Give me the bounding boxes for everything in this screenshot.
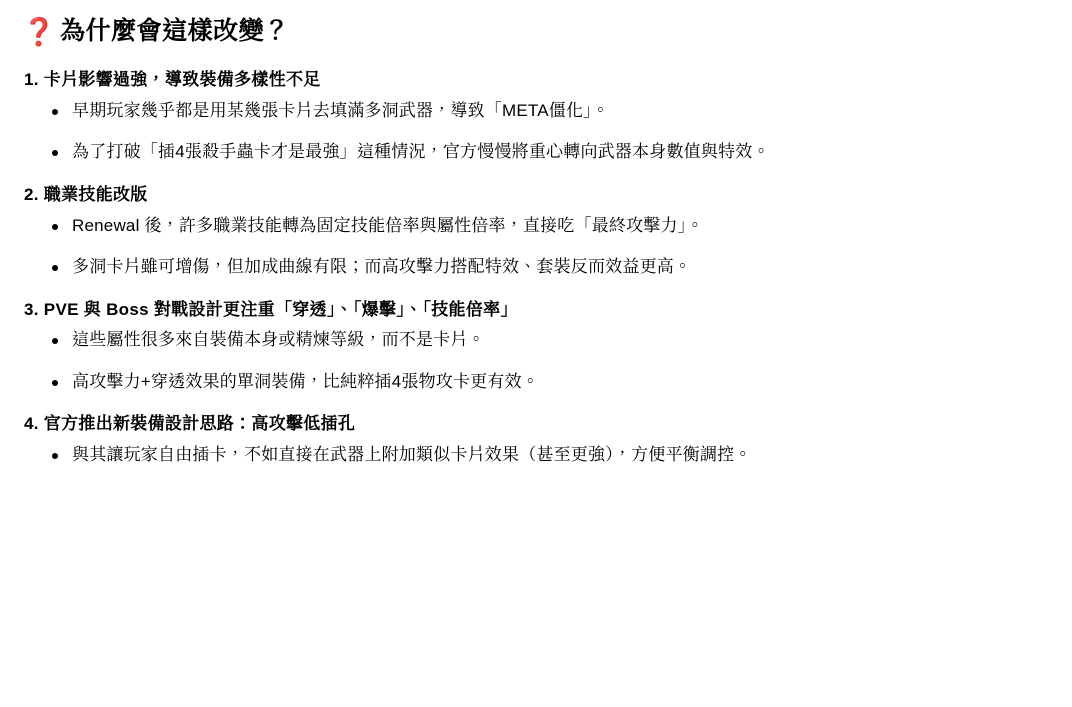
list-item: 這些屬性很多來自裝備本身或精煉等級，而不是卡片。 <box>22 327 1050 353</box>
section-heading: 3. PVE 與 Boss 對戰設計更注重「穿透」、「爆擊」、「技能倍率」 <box>24 299 518 319</box>
question-mark-icon: ❓ <box>22 16 57 47</box>
list-item: 為了打破「插4張殺手蟲卡才是最強」這種情況，官方慢慢將重心轉向武器本身數值與特效。 <box>22 139 1050 165</box>
bullet-list <box>22 442 1050 468</box>
section-heading: 2. 職業技能改版 <box>24 184 148 204</box>
bullet-list <box>22 98 1050 165</box>
page-title <box>22 16 1050 46</box>
section-4 <box>22 412 1050 467</box>
bullet-list <box>22 327 1050 394</box>
page-title-text: 為什麼會這樣改變？ <box>60 17 290 45</box>
bullet-list <box>22 213 1050 280</box>
section-heading: 1. 卡片影響過強，導致裝備多樣性不足 <box>24 70 321 89</box>
list-item: 早期玩家幾乎都是用某幾張卡片去填滿多洞武器，導致「META僵化」。 <box>22 98 1050 124</box>
list-item: 與其讓玩家自由插卡，不如直接在武器上附加類似卡片效果（甚至更強），方便平衡調控。 <box>22 442 1050 468</box>
section-1 <box>22 68 1050 165</box>
section-3 <box>22 298 1050 395</box>
list-item: Renewal 後，許多職業技能轉為固定技能倍率與屬性倍率，直接吃「最終攻擊力」。 <box>22 213 1050 239</box>
list-item: 高攻擊力+穿透效果的單洞裝備，比純粹插4張物攻卡更有效。 <box>22 369 1050 395</box>
section-2 <box>22 183 1050 280</box>
list-item: 多洞卡片雖可增傷，但加成曲線有限；而高攻擊力搭配特效、套裝反而效益更高。 <box>22 254 1050 280</box>
section-heading: 4. 官方推出新裝備設計思路：高攻擊低插孔 <box>24 414 356 434</box>
